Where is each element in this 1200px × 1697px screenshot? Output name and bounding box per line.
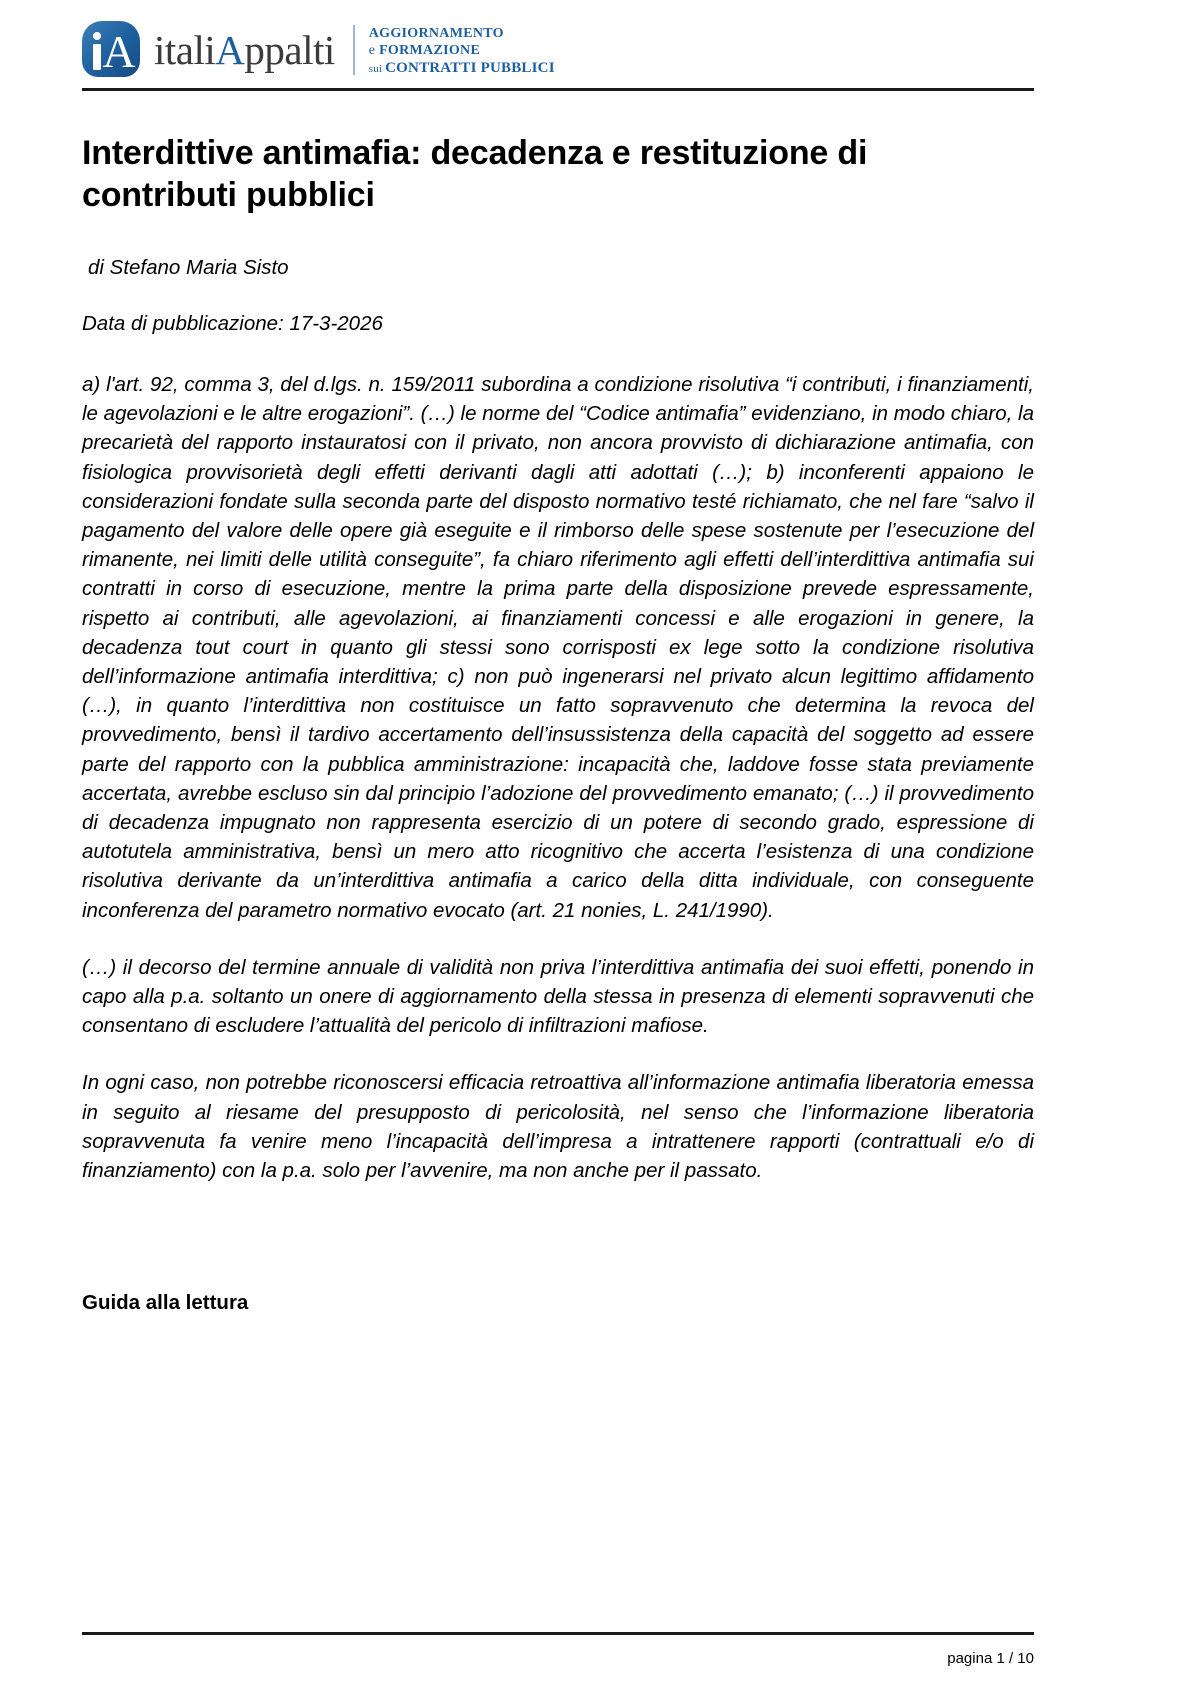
tagline-line-3-bold: CONTRATTI PUBBLICI xyxy=(385,59,555,76)
article-content xyxy=(82,132,1034,1316)
guida-alla-lettura-section xyxy=(82,1290,1034,1316)
tagline-line-2-prefix: e xyxy=(368,42,380,58)
article-byline: di Stefano Maria Sisto xyxy=(88,256,289,279)
page-number-indicator: pagina 1 / 10 xyxy=(947,1650,1034,1667)
logo-lockup xyxy=(82,18,1034,82)
tagline-line-3-prefix: sui xyxy=(368,62,386,75)
footer-divider-rule xyxy=(82,1632,1034,1635)
logo-i-stem xyxy=(93,44,101,70)
tagline-line-2-bold: FORMAZIONE xyxy=(379,42,481,58)
section-heading: Guida alla lettura xyxy=(82,1291,249,1315)
brand-wordmark-italia: itali xyxy=(154,27,216,73)
italiappalti-logo-icon xyxy=(82,21,144,79)
site-masthead xyxy=(82,18,1034,90)
publication-date: Data di pubblicazione: 17-3-2026 xyxy=(82,312,383,335)
article-paragraph: a) l'art. 92, comma 3, del d.lgs. n. 159/2011 subordina a condizione risolutiva “i contributi, i finanziamenti, le agevolazioni e le altre erogazioni”. (…) le norme del “Codice antimafia” evidenziano, in modo chiaro, la precarietà del rapporto instauratosi con il privato, non ancora provvisto di dichiarazione antimafia, con fisiologica provvisorietà degli effetti derivanti dagli atti adottati (…); b) inconferenti appaiono le considerazioni fondate sulla seconda parte del disposto normativo testé richiamato, che nel fare “salvo il pagamento del valore delle opere già eseguite e il rimborso delle spese sostenute per l’esecuzione del rimanente, nei limiti delle utilità conseguite”, fa chiaro riferimento agli effetti dell’interdittiva antimafia sui contratti in corso di esecuzione, mentre la prima parte della disposizione prevede espressamente, rispetto ai contributi, alle agevolazioni, ai finanziamenti concessi e alle erogazioni in genere, la decadenza tout court in quanto gli stessi sono corrisposti ex lege sotto la condizione risolutiva dell’informazione antimafia interdittiva; c) non può ingenerarsi nel privato alcun legittimo affidamento (…), in quanto l’interdittiva non costituisce un fatto sopravvenuto che determina la revoca del provvedimento, bensì il tardivo accertamento dell’insussistenza della capacità del soggetto ad essere parte del rapporto con la pubblica amministrazione: incapacità che, laddove fosse stata previamente accertata, avrebbe escluso sin dal principio l’adozione del provvedimento emanato; (…) il provvedimento di decadenza impugnato non rappresenta esercizio di un potere di secondo grado, espressione di autotutela amministrativa, bensì un mero atto ricognitivo che accerta l’esistenza di una condizione risolutiva derivante da un’interdittiva antimafia a carico della ditta individuale, con conseguente inconferenza del parametro normativo evocato (art. 21 nonies, L. 241/1990). xyxy=(82,373,1034,922)
tagline-line-1: AGGIORNAMENTO xyxy=(368,25,504,41)
brand-tagline xyxy=(369,23,555,77)
tagline-line-2 xyxy=(369,42,555,59)
tagline-line-3 xyxy=(369,59,555,77)
header-divider-rule xyxy=(82,88,1034,91)
logo-i-dot xyxy=(93,32,101,40)
logo-a-letter: A xyxy=(102,26,136,77)
article-paragraph: In ogni caso, non potrebbe riconoscersi efficacia retroattiva all’informazione antimafia liberatoria emessa in seguito al riesame del presupposto di pericolosità, nel senso che l’informazione liberatoria sopravvenuta fa venire meno l’incapacità dell’impresa a intrattenere rapporti (contrattuali e/o di finanziamento) con la p.a. solo per l’avvenire, ma non anche per il passato. xyxy=(82,1071,1034,1183)
brand-wordmark-capital-a: A xyxy=(215,27,245,73)
page-title: Interdittive antimafia: decadenza e restituzione di contributi pubblici xyxy=(82,134,868,214)
logo-divider xyxy=(353,25,355,75)
brand-wordmark-ppalti: ppalti xyxy=(244,27,335,73)
brand-wordmark xyxy=(154,27,335,73)
article-paragraph: (…) il decorso del termine annuale di validità non priva l’interdittiva antimafia dei suoi effetti, ponendo in capo alla p.a. soltanto un onere di aggiornamento della stessa in presenza di elementi sopravvenuti che consentano di escludere l’attualità del pericolo di infiltrazioni mafiose. xyxy=(82,955,1034,1038)
